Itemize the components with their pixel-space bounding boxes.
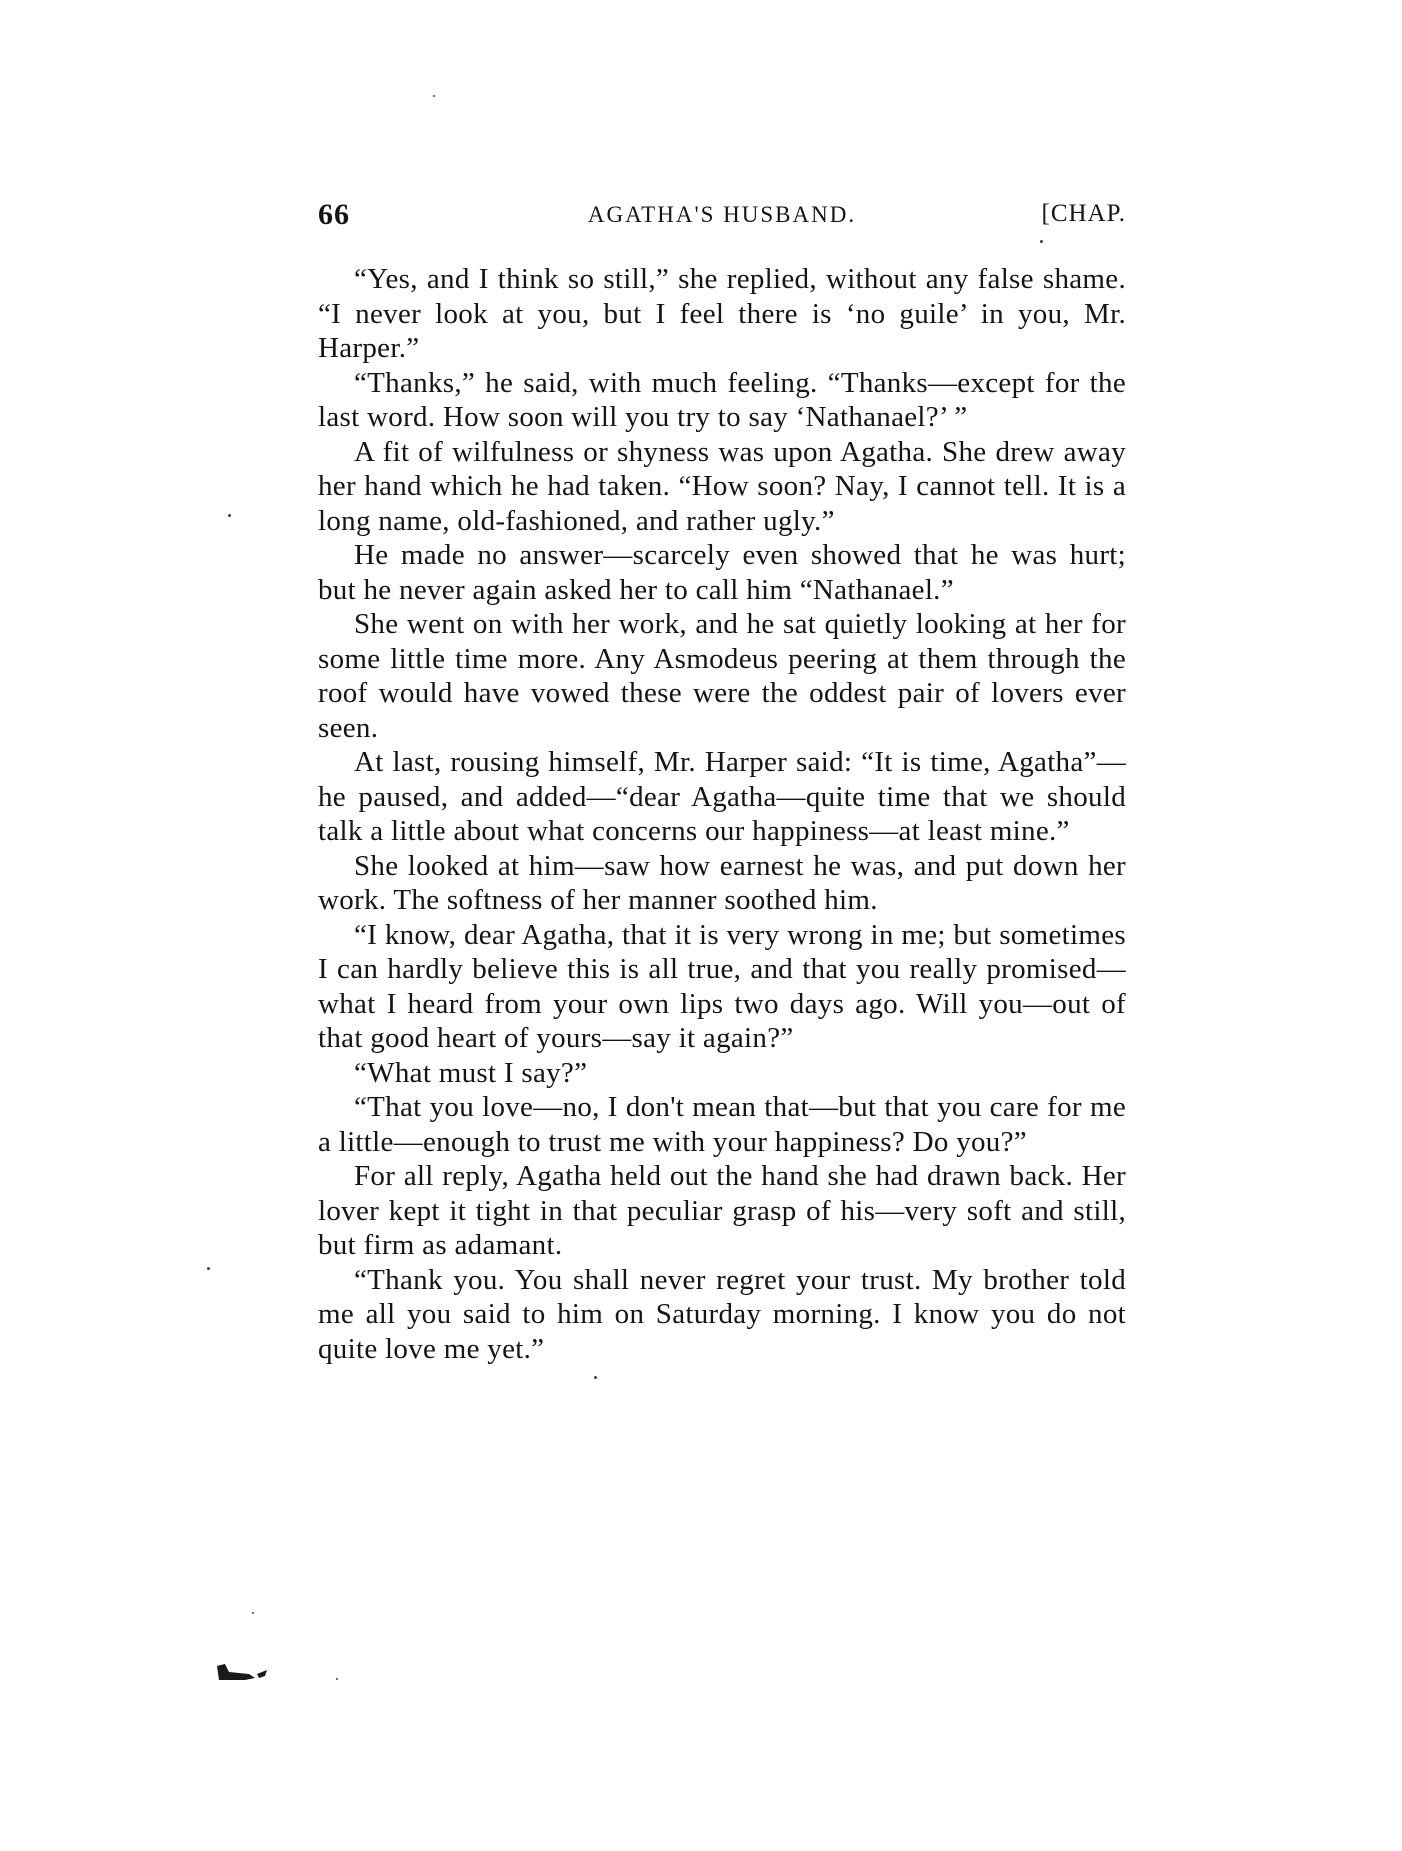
scan-speck — [252, 1612, 254, 1614]
paragraph: A fit of wilfulness or shyness was upon Agatha. She drew away her hand which he had taken. “How soon? Nay, I cannot tell. It is a long name, old-fashioned, and rather ugly.” — [318, 435, 1126, 537]
paragraph: “That you love—no, I don't mean that—but that you care for me a little—enough to trust me with your happiness? Do you?” — [318, 1091, 1126, 1158]
scan-speck — [433, 95, 435, 97]
paragraph: “I know, dear Agatha, that it is very wrong in me; but sometimes I can hardly believe this is all true, and that you really promised—what I heard from your own lips two days ago. Will you—out of that good heart of yours—say it again?” — [318, 918, 1126, 1054]
paragraph: He made no answer—scarcely even showed that he was hurt; but he never again asked her to call him “Nathanael.” — [318, 539, 1126, 606]
scan-speck — [207, 1267, 210, 1270]
chapter-mark: [CHAP. — [1041, 200, 1126, 227]
scan-speck — [336, 1678, 338, 1680]
paragraph: She went on with her work, and he sat quietly looking at her for some little time more. Any Asmodeus peering at them through the roof would have vowed these were the oddest pair of lovers ever seen. — [318, 608, 1126, 744]
page-number: 66 — [318, 198, 350, 231]
scan-speck — [1040, 240, 1043, 243]
paragraph: She looked at him—saw how earnest he was, and put down her work. The softness of her manner soothed him. — [318, 849, 1126, 916]
body-text — [318, 262, 1126, 1366]
paragraph: “Thanks,” he said, with much feeling. “Thanks—except for the last word. How soon will you try to say ‘Nathanael?’ ” — [318, 366, 1126, 433]
scan-speck — [228, 514, 231, 517]
paragraph: At last, rousing himself, Mr. Harper said: “It is time, Agatha”—he paused, and added—“dear Agatha—quite time that we should talk a little about what concerns our happiness—at least mine.” — [318, 746, 1126, 847]
paragraph: “What must I say?” — [354, 1056, 588, 1089]
paragraph: “Thank you. You shall never regret your trust. My brother told me all you said to him on Saturday morning. I know you do not quite love me yet.” — [318, 1263, 1126, 1365]
running-title: AGATHA'S HUSBAND. — [587, 202, 857, 227]
scan-smudge-icon — [215, 1662, 269, 1684]
scan-speck — [594, 1376, 597, 1379]
running-head — [318, 198, 1126, 242]
paragraph: “Yes, and I think so still,” she replied, without any false shame. “I never look at you, but I feel there is ‘no guile’ in you, Mr. Harper.” — [318, 263, 1126, 364]
paragraph: For all reply, Agatha held out the hand she had drawn back. Her lover kept it tight in that peculiar grasp of his—very soft and still, but firm as adamant. — [318, 1160, 1126, 1261]
